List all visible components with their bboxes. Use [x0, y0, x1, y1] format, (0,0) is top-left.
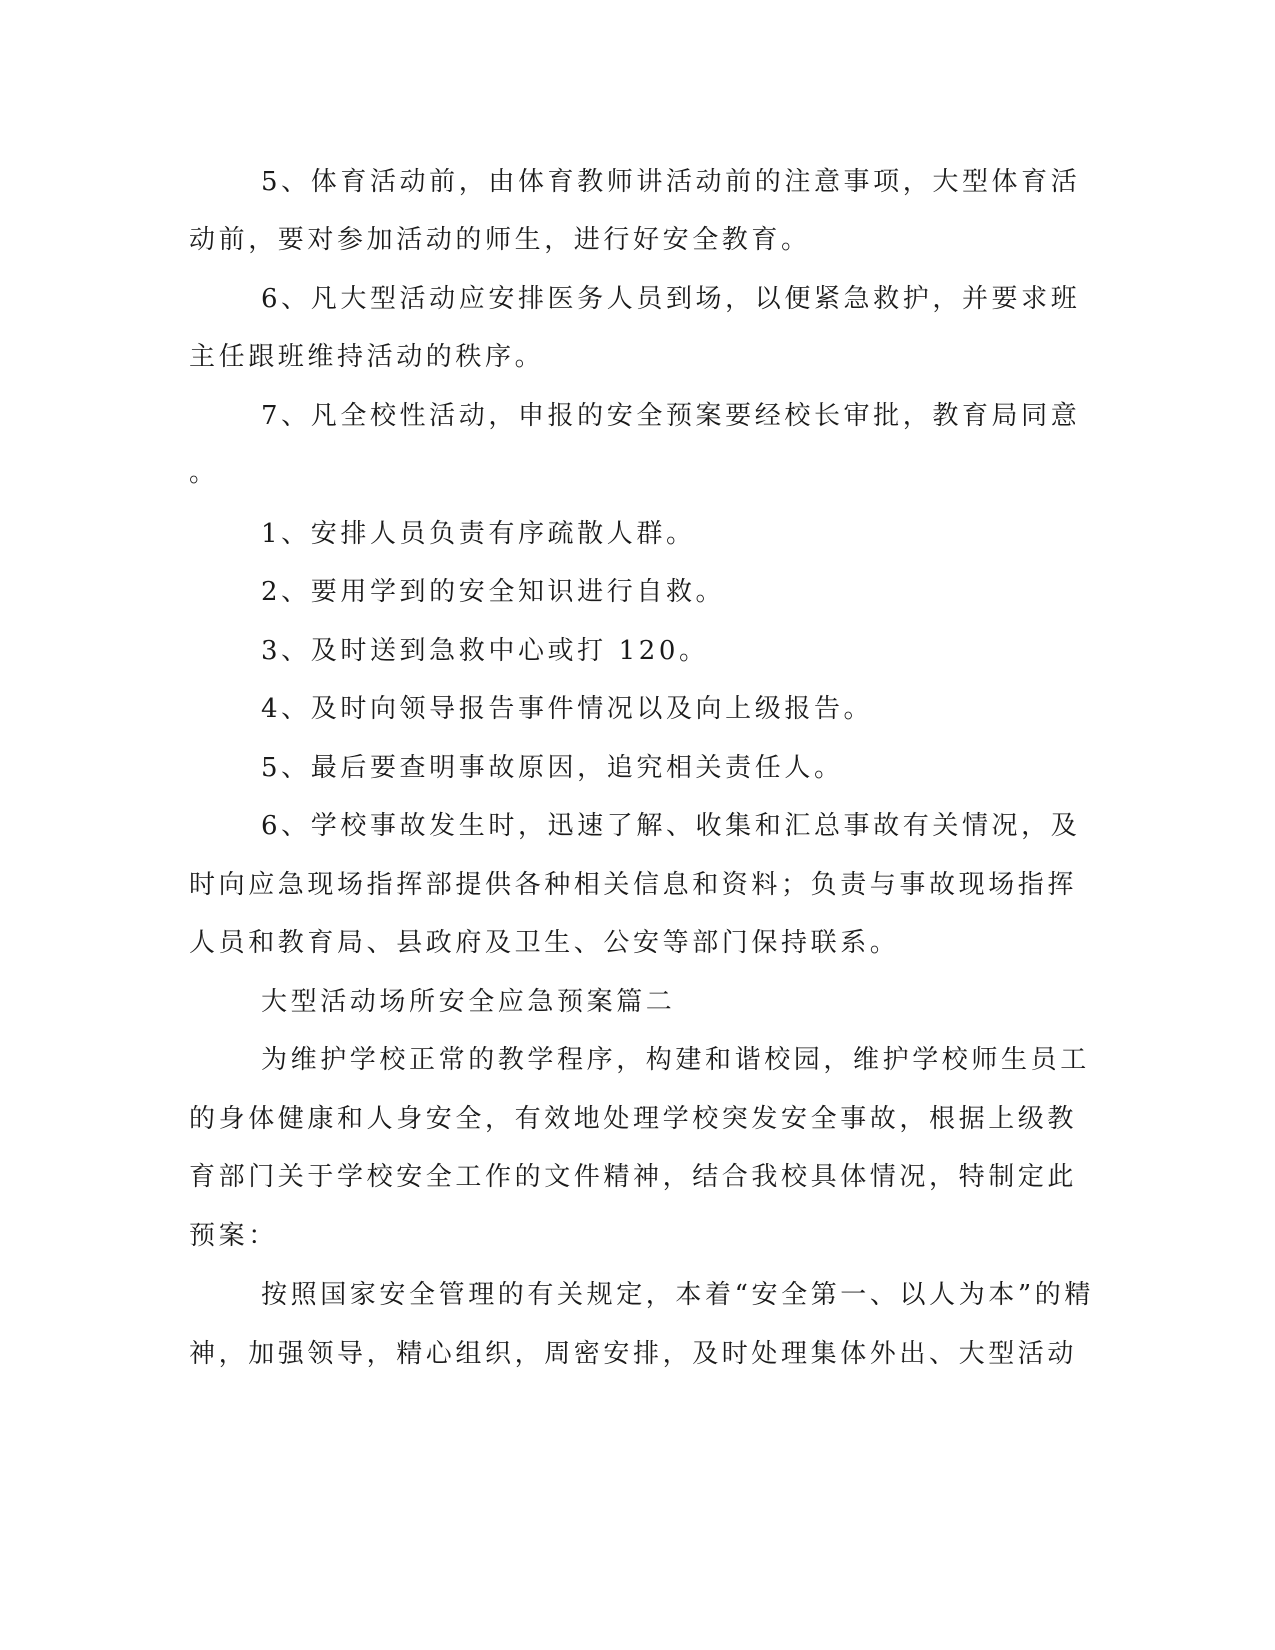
paragraph-line: 2、要用学到的安全知识进行自救。	[261, 577, 726, 607]
paragraph-line: 1、安排人员负责有序疏散人群。	[261, 519, 696, 549]
paragraph-line: 神，加强领导，精心组织，周密安排，及时处理集体外出、大型活动	[189, 1339, 1078, 1369]
paragraph-line: 5、体育活动前，由体育教师讲活动前的注意事项，大型体育活	[261, 167, 1081, 197]
section-heading: 大型活动场所安全应急预案篇二	[261, 987, 676, 1017]
paragraph-line: 3、及时送到急救中心或打 120。	[261, 636, 709, 666]
paragraph-line: 为维护学校正常的教学程序，构建和谐校园，维护学校师生员工	[261, 1045, 1090, 1075]
paragraph-line: 5、最后要查明事故原因，追究相关责任人。	[261, 753, 844, 783]
paragraph-line: 时向应急现场指挥部提供各种相关信息和资料；负责与事故现场指挥	[189, 870, 1078, 900]
paragraph-line: 动前，要对参加活动的师生，进行好安全教育。	[189, 225, 811, 255]
paragraph-line: 7、凡全校性活动，申报的安全预案要经校长审批，教育局同意	[261, 401, 1081, 431]
paragraph-line: 按照国家安全管理的有关规定，本着“安全第一、以人为本”的精	[261, 1280, 1094, 1310]
paragraph-line: 育部门关于学校安全工作的文件精神，结合我校具体情况，特制定此	[189, 1162, 1078, 1192]
paragraph-line: 。	[189, 458, 219, 488]
paragraph-line: 人员和教育局、县政府及卫生、公安等部门保持联系。	[189, 928, 900, 958]
paragraph-line: 4、及时向领导报告事件情况以及向上级报告。	[261, 694, 874, 724]
paragraph-line: 的身体健康和人身安全，有效地处理学校突发安全事故，根据上级教	[189, 1104, 1078, 1134]
paragraph-line: 主任跟班维持活动的秩序。	[189, 342, 545, 372]
paragraph-line: 预案：	[189, 1221, 278, 1251]
paragraph-line: 6、凡大型活动应安排医务人员到场，以便紧急救护，并要求班	[261, 284, 1081, 314]
paragraph-line: 6、学校事故发生时，迅速了解、收集和汇总事故有关情况，及	[261, 811, 1081, 841]
